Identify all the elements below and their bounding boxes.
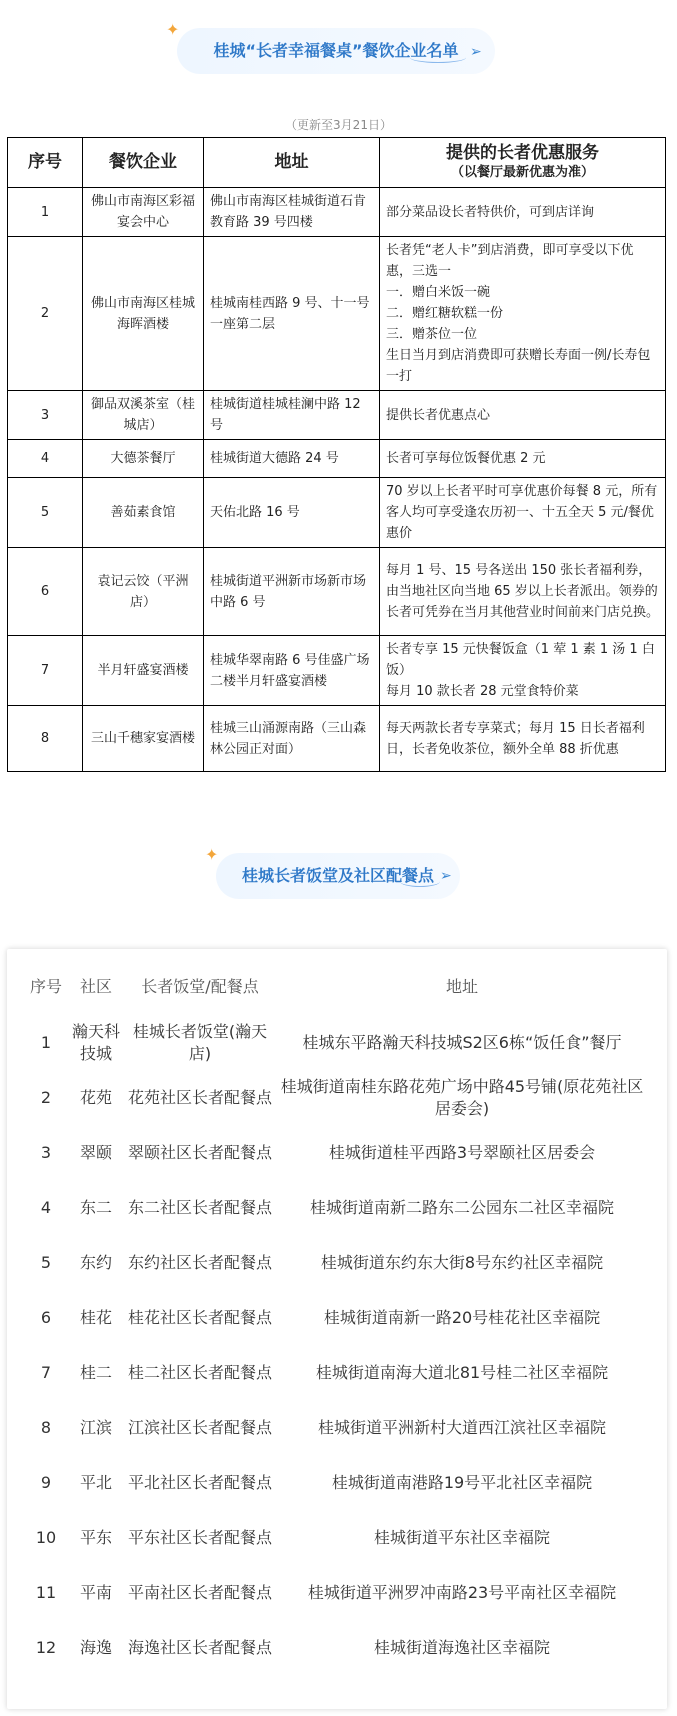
table-header-row <box>24 959 648 1015</box>
row-no: 11 <box>35 1582 57 1602</box>
row-community: 东二 <box>79 1197 112 1217</box>
service-line: 二．赠红糖软糕一份 <box>386 306 504 321</box>
header-enterprise: 餐饮企业 <box>83 138 204 188</box>
row-point: 桂二社区长者配餐点 <box>127 1362 272 1382</box>
section1-title-banner <box>177 28 495 74</box>
row-no: 10 <box>35 1527 57 1547</box>
row-service <box>380 188 666 237</box>
community-dining-table <box>24 959 648 1675</box>
row-no: 12 <box>35 1637 57 1657</box>
row-address: 桂城街道桂城桂澜中路 12 号 <box>204 391 380 440</box>
row-address: 桂城街道南海大道北81号桂二社区幸福院 <box>315 1362 609 1382</box>
row-service <box>380 548 666 636</box>
row-no: 4 <box>8 440 83 478</box>
table-row <box>8 188 666 237</box>
row-point: 东约社区长者配餐点 <box>127 1252 272 1272</box>
row-no: 6 <box>40 1307 52 1327</box>
row-point: 桂花社区长者配餐点 <box>127 1307 272 1327</box>
service-line: 生日当月到店消费即可获赠长寿面一例/长寿包一打 <box>386 348 651 384</box>
row-community: 花苑 <box>79 1087 112 1107</box>
table-row <box>8 706 666 772</box>
service-line: 每月 1 号、15 号各送出 150 张长者福利券，由当地社区向当地 65 岁以上长者派出。领券的长者可凭券在当月其他营业时间前来门店兑换。 <box>386 563 660 620</box>
row-community: 江滨 <box>79 1417 112 1437</box>
table-row <box>8 237 666 391</box>
row-address: 桂城街道大德路 24 号 <box>204 440 380 478</box>
row-address: 天佑北路 16 号 <box>204 478 380 548</box>
table-row <box>8 440 666 478</box>
table-row <box>24 1015 648 1070</box>
row-address: 桂城街道南新二路东二公园东二社区幸福院 <box>309 1197 614 1217</box>
header-no: 序号 <box>8 138 83 188</box>
table-row <box>24 1345 648 1400</box>
row-no: 9 <box>40 1472 52 1492</box>
row-enterprise: 善茹素食馆 <box>83 478 204 548</box>
service-line: 长者凭“老人卡”到店消费，即可享受以下优惠，三选一 <box>386 243 634 279</box>
row-service <box>380 237 666 391</box>
row-enterprise: 大德茶餐厅 <box>83 440 204 478</box>
table-row <box>24 1400 648 1455</box>
table-row <box>24 1620 648 1675</box>
table-row <box>24 1235 648 1290</box>
restaurant-table <box>7 137 666 772</box>
row-no: 7 <box>40 1362 52 1382</box>
row-point: 平南社区长者配餐点 <box>127 1582 272 1602</box>
header-address: 地址 <box>204 138 380 188</box>
section2-title: 桂城长者饭堂及社区配餐点 <box>241 866 434 885</box>
row-address: 桂城街道平东社区幸福院 <box>373 1527 550 1547</box>
row-service <box>380 440 666 478</box>
table-row <box>24 1455 648 1510</box>
row-enterprise: 佛山市南海区彩福宴会中心 <box>83 188 204 237</box>
decorative-wave <box>410 52 466 63</box>
row-community: 翠颐 <box>79 1142 112 1162</box>
header-address: 地址 <box>445 977 478 996</box>
row-no: 6 <box>8 548 83 636</box>
row-address: 桂城街道海逸社区幸福院 <box>373 1637 550 1657</box>
row-community: 东约 <box>79 1252 112 1272</box>
table-row <box>24 1125 648 1180</box>
header-community: 社区 <box>79 977 112 996</box>
row-enterprise: 半月轩盛宴酒楼 <box>83 636 204 706</box>
row-point: 海逸社区长者配餐点 <box>127 1637 272 1657</box>
row-address: 桂城华翠南路 6 号佳盛广场二楼半月轩盛宴酒楼 <box>204 636 380 706</box>
row-address: 桂城街道东约东大街8号东约社区幸福院 <box>320 1252 604 1272</box>
decorative-wave <box>400 876 440 887</box>
row-point: 桂城长者饭堂(瀚天店) <box>132 1021 268 1063</box>
table-row <box>8 478 666 548</box>
service-line: 部分菜品设长者特供价，可到店详询 <box>386 204 595 220</box>
row-address: 桂城街道平洲罗冲南路23号平南社区幸福院 <box>307 1582 617 1602</box>
service-line: 70 岁以上长者平时可享优惠价每餐 8 元，所有客人均可享受逢农历初一、十五全天 5 元/餐优惠价 <box>386 484 658 541</box>
row-address: 佛山市南海区桂城街道石肯教育路 39 号四楼 <box>204 188 380 237</box>
service-line: 三．赠茶位一位 <box>386 327 478 342</box>
row-no: 3 <box>40 1142 52 1162</box>
table-row <box>24 1290 648 1345</box>
row-enterprise: 佛山市南海区桂城海晖酒楼 <box>83 237 204 391</box>
header-service-label: 提供的长者优惠服务 <box>446 143 599 163</box>
row-community: 海逸 <box>79 1637 112 1657</box>
row-enterprise: 御品双溪茶室（桂城店） <box>83 391 204 440</box>
row-no: 5 <box>8 478 83 548</box>
sparkle-star-icon: ✦ <box>205 845 219 864</box>
row-no: 8 <box>40 1417 52 1437</box>
header-no: 序号 <box>29 977 62 996</box>
update-note: （更新至3月21日） <box>285 118 392 132</box>
row-no: 2 <box>40 1087 52 1107</box>
row-point: 平北社区长者配餐点 <box>127 1472 272 1492</box>
row-no: 3 <box>8 391 83 440</box>
header-point: 长者饭堂/配餐点 <box>141 977 259 996</box>
row-address: 桂城街道桂平西路3号翠颐社区居委会 <box>328 1142 596 1162</box>
row-address: 桂城街道南新一路20号桂花社区幸福院 <box>323 1307 601 1327</box>
table-row <box>8 636 666 706</box>
row-enterprise: 袁记云饺（平洲店） <box>83 548 204 636</box>
row-no: 7 <box>8 636 83 706</box>
row-address: 桂城南桂西路 9 号、十一号一座第二层 <box>204 237 380 391</box>
row-address: 桂城街道平洲新市场新市场中路 6 号 <box>204 548 380 636</box>
row-address: 桂城街道南桂东路花苑广场中路45号铺(原花苑社区居委会) <box>280 1076 644 1118</box>
row-community: 平东 <box>79 1527 112 1547</box>
row-point: 花苑社区长者配餐点 <box>127 1087 272 1107</box>
row-enterprise: 三山千穗家宴酒楼 <box>83 706 204 772</box>
row-community: 桂二 <box>79 1362 112 1382</box>
row-community: 桂花 <box>79 1307 112 1327</box>
table-row <box>8 548 666 636</box>
paper-plane-icon: ➢ <box>470 44 482 60</box>
sparkle-star-icon: ✦ <box>166 20 180 39</box>
table-row <box>8 391 666 440</box>
service-line: 每月 10 款长者 28 元堂食特价菜 <box>386 684 579 699</box>
row-no: 1 <box>8 188 83 237</box>
paper-plane-icon: ➢ <box>440 868 452 884</box>
table-row <box>24 1510 648 1565</box>
row-address: 桂城三山涌源南路（三山森林公园正对面） <box>204 706 380 772</box>
row-point: 江滨社区长者配餐点 <box>127 1417 272 1437</box>
row-point: 翠颐社区长者配餐点 <box>127 1142 272 1162</box>
row-point: 平东社区长者配餐点 <box>127 1527 272 1547</box>
row-no: 1 <box>40 1032 52 1052</box>
row-no: 2 <box>8 237 83 391</box>
service-line: 长者专享 15 元快餐饭盒（1 荤 1 素 1 汤 1 白饭） <box>386 642 655 678</box>
service-line: 提供长者优惠点心 <box>386 407 491 423</box>
row-no: 5 <box>40 1252 52 1272</box>
section1-title: 桂城“长者幸福餐桌”餐饮企业名单 <box>213 41 459 60</box>
service-line: 长者可享每位饭餐优惠 2 元 <box>386 451 546 466</box>
service-line: 每天两款长者专享菜式；每月 15 日长者福利日，长者免收茶位，额外全单 88 折优惠 <box>386 720 645 757</box>
table-header-row <box>8 138 666 188</box>
row-point: 东二社区长者配餐点 <box>127 1197 272 1217</box>
row-community: 平北 <box>79 1472 112 1492</box>
row-community: 平南 <box>79 1582 112 1602</box>
header-service-sub: （以餐厅最新优惠为准） <box>450 165 594 180</box>
row-no: 8 <box>8 706 83 772</box>
row-service <box>380 478 666 548</box>
row-no: 4 <box>40 1197 52 1217</box>
service-line: 一．赠白米饭一碗 <box>386 285 491 300</box>
table-row <box>24 1180 648 1235</box>
table-row <box>24 1070 648 1125</box>
row-address: 桂城东平路瀚天科技城S2区6栋“饭任食”餐厅 <box>302 1032 622 1052</box>
row-service <box>380 706 666 772</box>
row-address: 桂城街道平洲新村大道西江滨社区幸福院 <box>317 1417 606 1437</box>
row-community: 瀚天科技城 <box>71 1021 120 1063</box>
row-service <box>380 391 666 440</box>
header-service <box>380 138 666 188</box>
row-address: 桂城街道南港路19号平北社区幸福院 <box>331 1472 593 1492</box>
row-service <box>380 636 666 706</box>
table-row <box>24 1565 648 1620</box>
